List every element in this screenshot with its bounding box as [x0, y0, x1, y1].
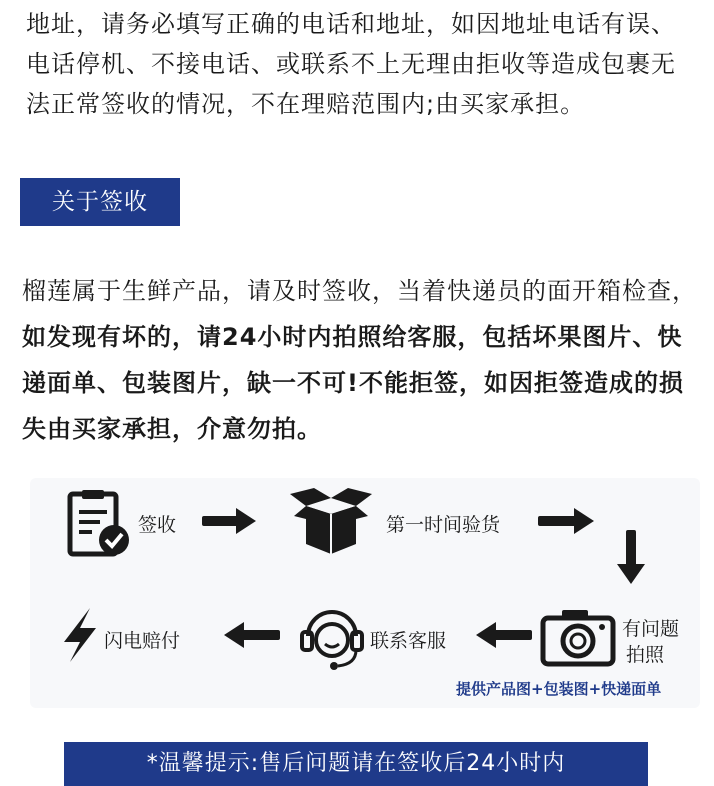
flow-step-contact: 联系客服 — [370, 630, 447, 652]
flow-step-inspect: 第一时间验货 — [386, 514, 501, 536]
arrow-left-icon — [474, 620, 534, 650]
arrow-left-icon — [222, 620, 282, 650]
flow-step-sign: 签收 — [138, 514, 177, 536]
flow-step-compensation: 闪电赔付 — [104, 630, 181, 652]
flow-step-photo-line1: 有问题 — [622, 618, 680, 640]
section-header-signing: 关于签收 — [20, 178, 180, 226]
package-box-icon — [286, 486, 376, 558]
customer-service-headset-icon — [298, 604, 366, 674]
intro-paragraph: 地址，请务必填写正确的电话和地址，如因地址电话有误、电话停机、不接电话、或联系不上无理由拒收等造成包裹无法正常签收的情况，不在理赔范围内;由买家承担。 — [26, 10, 676, 118]
signing-text-bold: 如发现有坏的，请24小时内拍照给客服，包括坏果图片、快递面单、包装图片，缺一不可!不能拒签，如因拒签造成的损失由买家承担，介意勿拍。 — [22, 323, 684, 443]
clipboard-check-icon — [64, 488, 132, 560]
warm-tip-banner: *温馨提示:售后问题请在签收后24小时内 — [64, 742, 648, 786]
signing-text-normal: 榴莲属于生鲜产品，请及时签收，当着快递员的面开箱检查， — [22, 277, 697, 305]
lightning-icon — [60, 606, 100, 664]
photo-requirement-note: 提供产品图+包装图+快递面单 — [456, 680, 662, 698]
arrow-right-icon — [536, 506, 596, 536]
signing-paragraph — [22, 268, 704, 452]
arrow-right-icon — [200, 506, 258, 536]
flow-step-photo-line2: 拍照 — [626, 644, 665, 666]
arrow-down-icon — [614, 528, 648, 586]
camera-icon — [540, 606, 616, 668]
